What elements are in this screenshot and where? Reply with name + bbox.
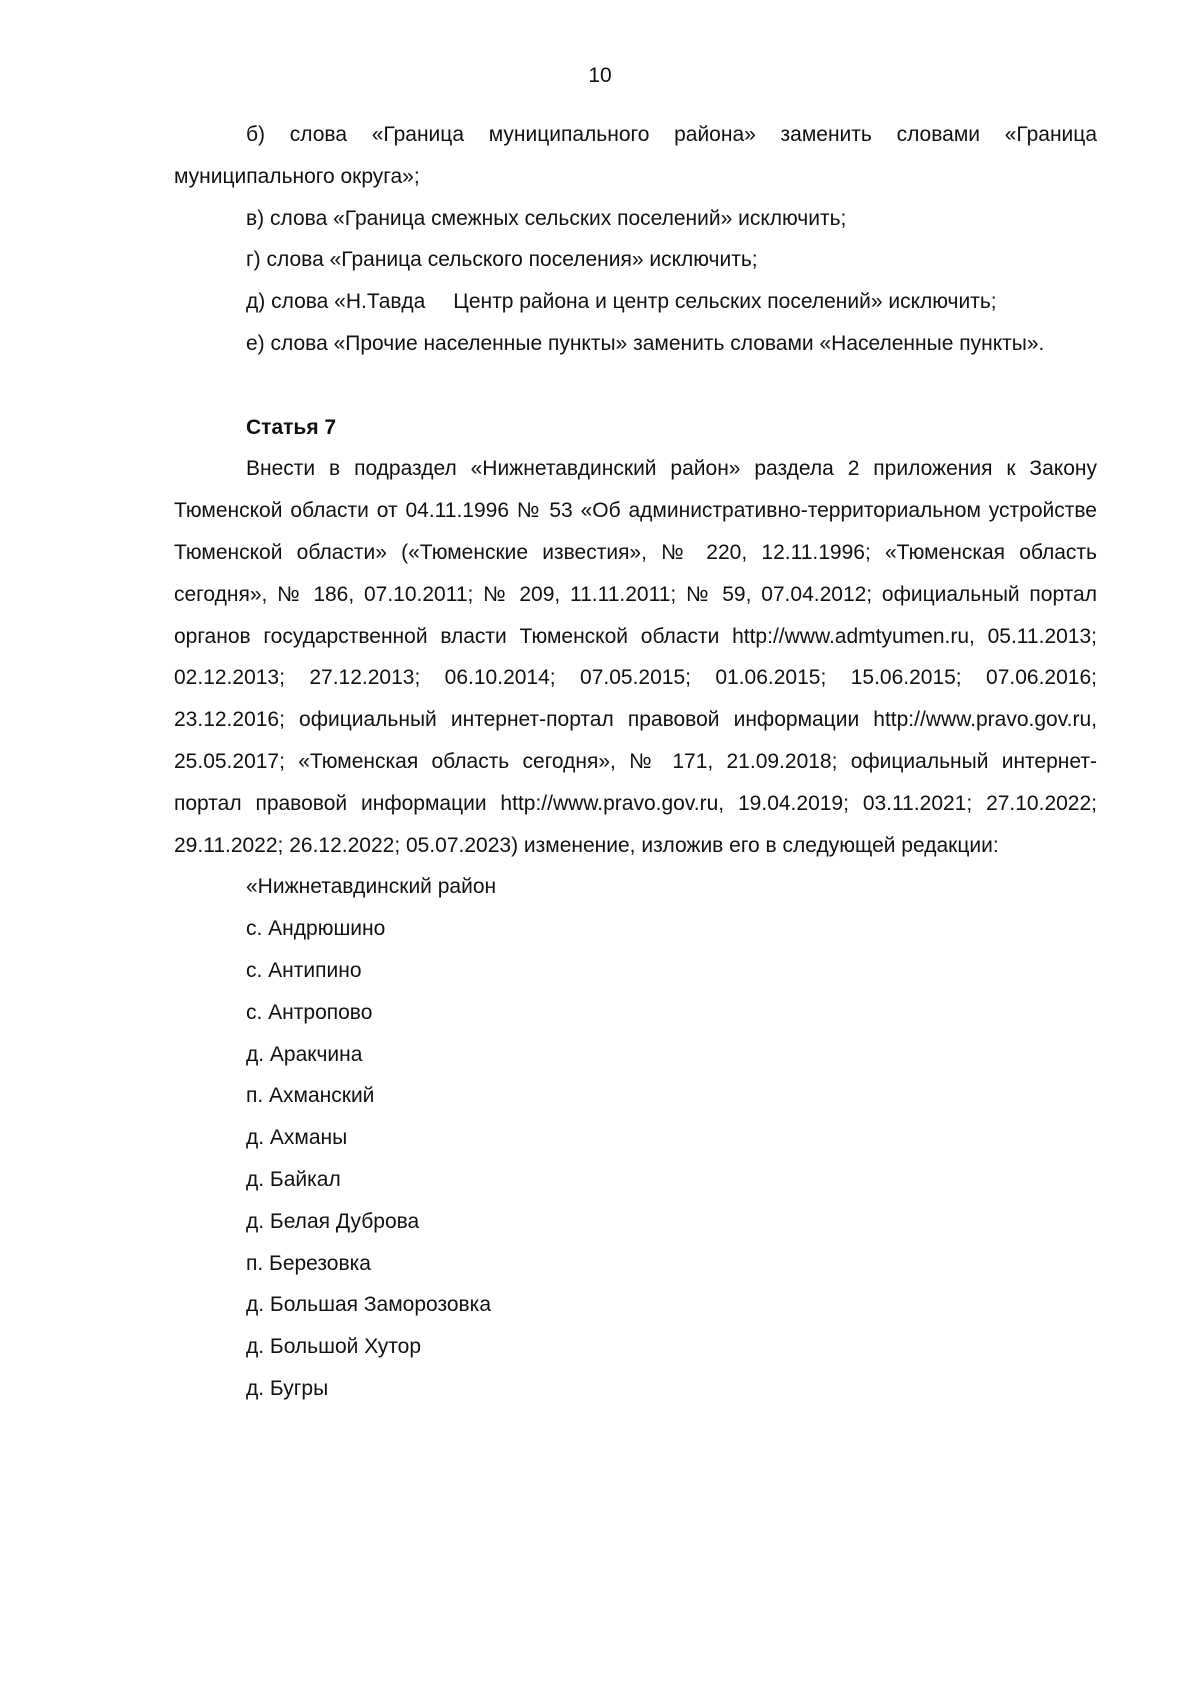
settlement-item: д. Белая Дуброва [246, 1209, 420, 1233]
settlement-item: с. Антропово [246, 1000, 373, 1024]
amendment-v: в) слова «Граница смежных сельских поселений» исключить; [246, 206, 847, 230]
settlement-item: с. Антипино [246, 958, 362, 982]
settlement-item: д. Большой Хутор [246, 1335, 421, 1359]
settlement-item: с. Андрюшино [246, 917, 386, 941]
amendment-d-part2: Центр района и центр сельских поселений» исключить; [453, 290, 997, 314]
settlement-item: п. Березовка [246, 1251, 371, 1275]
settlement-item: д. Бугры [246, 1376, 329, 1400]
settlement-item: п. Ахманский [246, 1084, 375, 1108]
article-7-body: Внести в подраздел «Нижнетавдинский район» раздела 2 приложения к Закону Тюменской области от 04.11.1996 № 53 «Об административно-территориальном устройстве Тюменской области» («Тюменские известия», № 220, 12.11.1996; «Тюменская область сегодня», № 186, 07.10.2011; № 209, 11.11.2011; № 59, 07.04.2012; официальный портал органов государственной власти Тюменской области http://www.admtyumen.ru, 05.11.2013; 02.12.2013; 27.12.2013; 06.10.2014; 07.05.2015; 01.06.2015; 15.06.2015; 07.06.2016; 23.12.2016; официальный интернет-портал правовой информации http://www.pravo.gov.ru, 25.05.2017; «Тюменская область сегодня», № 171, 21.09.2018; официальный интернет-портал правовой информации http://www.pravo.gov.ru, 19.04.2019; 03.11.2021; 27.10.2022; 29.11.2022; 26.12.2022; 05.07.2023) изменение, изложив его в следующей редакции: [174, 457, 1097, 857]
article-7-heading: Статья 7 [246, 415, 337, 439]
district-list-title: «Нижнетавдинский район [246, 875, 497, 899]
amendment-d [174, 281, 1097, 323]
section-spacer [174, 365, 1097, 407]
settlement-item: д. Большая Заморозовка [246, 1293, 492, 1317]
settlement-item: д. Ахманы [246, 1126, 348, 1150]
amendment-e: е) слова «Прочие населенные пункты» заменить словами «Населенные пункты». [246, 331, 1045, 355]
amendment-g: г) слова «Граница сельского поселения» исключить; [246, 248, 758, 272]
page-content [174, 114, 1097, 1410]
settlement-item: д. Байкал [246, 1167, 341, 1191]
amendment-d-part1: д) слова «Н.Тавда [246, 290, 426, 314]
amendment-b: б) слова «Граница муниципального района» заменить словами «Граница муниципального округа»; [174, 123, 1097, 188]
page-number: 10 [588, 64, 612, 87]
settlement-list [174, 908, 1097, 1410]
settlement-item: д. Аракчина [246, 1042, 363, 1066]
